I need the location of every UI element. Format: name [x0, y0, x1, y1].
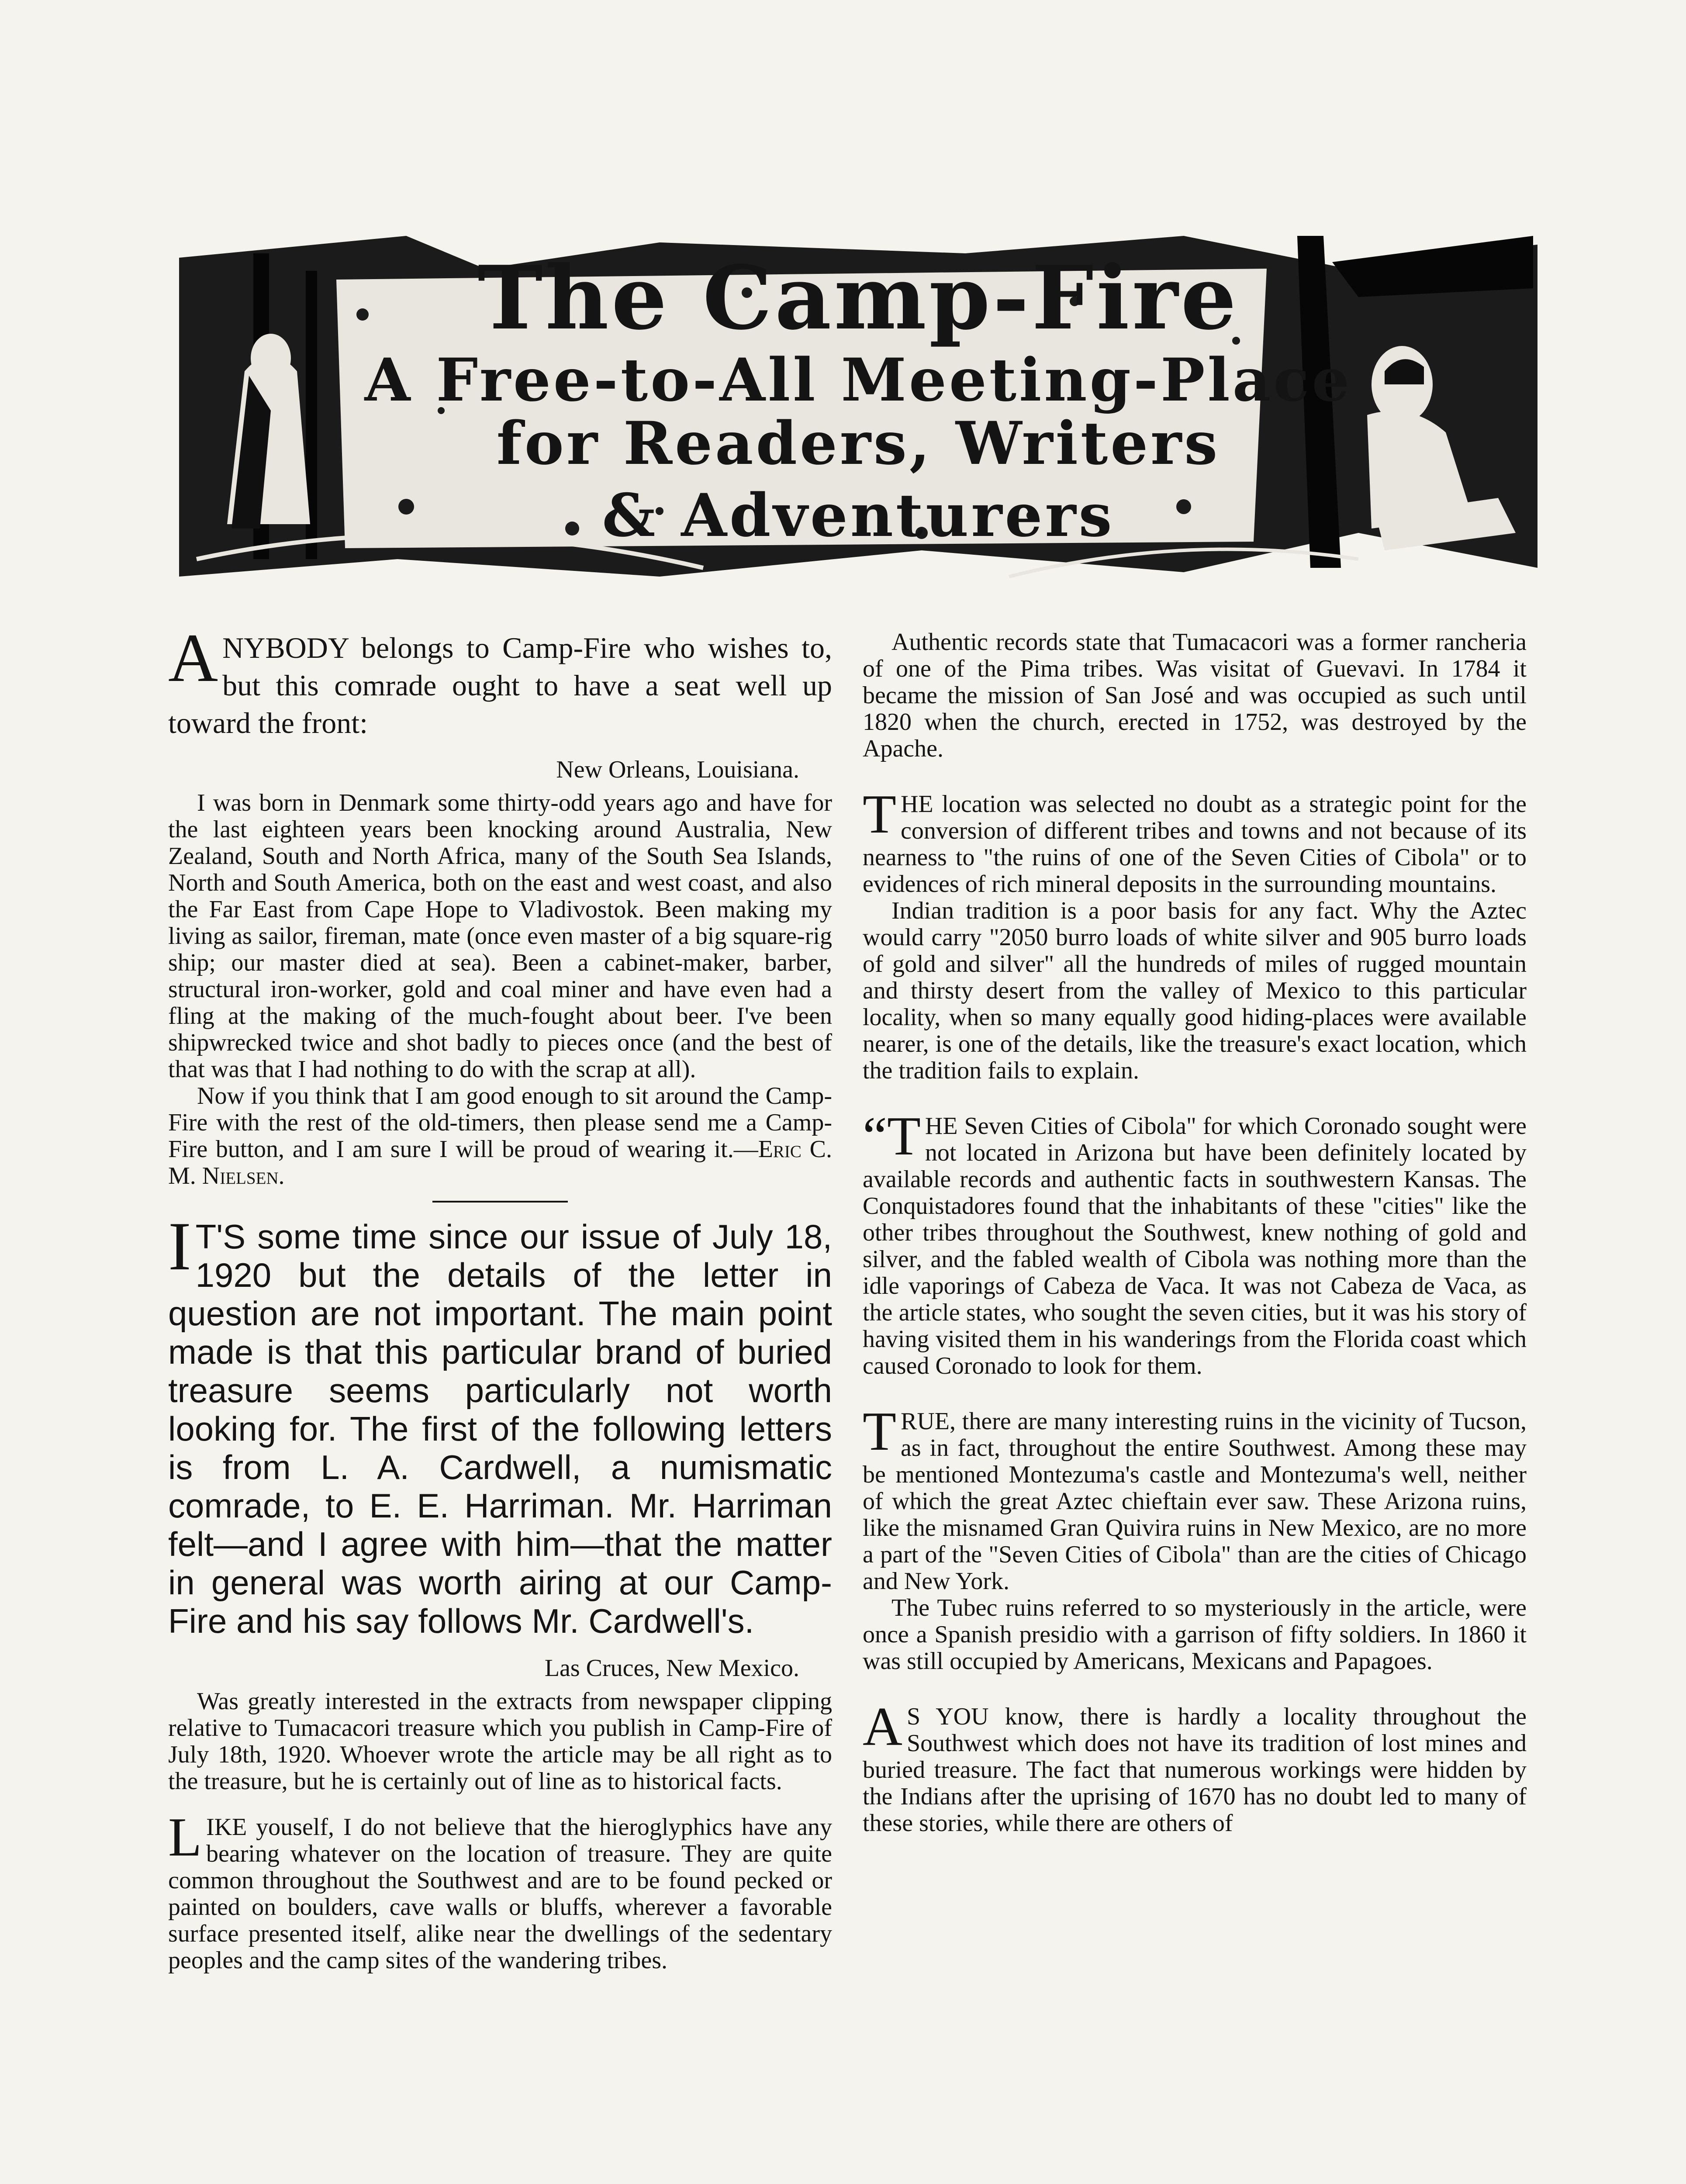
letter-cardwell-left: [168, 1688, 832, 1974]
hieroglyphics-drop-cap: L: [168, 1807, 202, 1868]
letter-nielsen-signature: Eric C. M. Nielsen.: [168, 1136, 833, 1189]
banner-title: The Camp-Fire: [477, 247, 1239, 349]
letter-cardwell-paragraph-2: LIKE youself, I do not believe that the hieroglyphics have any bearing whatever on the location of treasure. They are quite common throughout the Southwest and are to be found pecked or painted on boulders, cave walls or bluffs, wherever a favorable surface presented itself, alike near the dwellings of the sedentary peoples and the camp sites of the wandering tribes.: [168, 1807, 832, 1974]
letter-nielsen-paragraph-1: I was born in Denmark some thirty-odd years ago and have for the last eighteen years been knocking around Australia, New Zealand, South and North Africa, many of the South Sea Islands, North and South America, both on the east and west coast, and also the Far East from Cape Hope to Vladivostok. Been making my living as sailor, fireman, mate (once even master of a big square-rig ship; our master died at sea). Been a cabinet-maker, barber, structural iron-worker, gold and coal miner and have even had a fling at the making of the much-fought about beer. I've been shipwrecked twice and shot badly to pieces once (and the best of that was that I had nothing to do with the scrap at all).: [168, 789, 832, 1083]
tucson-ruins-paragraph: TRUE, there are many interesting ruins in the vicinity of Tucson, as in fact, throughout the entire Southwest. Among these may be mentioned Montezuma's castle and Montezuma's well, neither of which the great Aztec chieftain ever saw. These Arizona ruins, like the misnamed Gran Quivira ruins in New Mexico, are no more a part of the "Seven Cities of Cibola" than are the cities of Chicago and New York.: [863, 1401, 1527, 1595]
camp-fire-banner: [179, 227, 1537, 581]
intro-paragraph: ANYBODY belongs to Camp-Fire who wishes to, but this comrade ought to have a seat well up toward the front:: [168, 620, 832, 740]
letter-nielsen-paragraph-2: Now if you think that I am good enough to sit around the Camp-Fire with the rest of the old-timers, then please send me a Camp-Fire button, and I am sure I will be proud of wearing it.—Eric C. M. Nielsen.: [168, 1082, 833, 1189]
location-paragraph: THE location was selected no doubt as a strategic point for the conversion of different tribes and towns and not because of its nearness to "the ruins of one of the Seven Cities of Cibola" or to evidences of rich mineral deposits in the surrounding mountains.: [863, 784, 1527, 898]
tucson-drop-cap: T: [863, 1401, 896, 1462]
seven-cities-paragraph: “T HE Seven Cities of Cibola" for which Coronado sought were not located in Arizona but have been definitely located by available records and authentic facts in southwestern Kansas. The Conquistadores found that the inhabitants of these "cities" like the other tribes throughout the Southwest, knew nothing of gold and silver, and the fabled wealth of Cibola was nothing more than the idle vaporings of Cabeza de Vaca. It was not Cabeza de Vaca, as the article states, who sought the seven cities, but it was his story of having visited them in his wanderings from the Florida coast which caused Coronado to look for them.: [863, 1106, 1527, 1379]
letter-cardwell-paragraph-1: Was greatly interested in the extracts from newspaper clipping relative to Tumacacori treasure which you publish in Camp-Fire of July 18th, 1920. Whoever wrote the article may be all right as to the treasure, but he is certainly out of line as to historical facts.: [168, 1688, 832, 1795]
location-drop-cap: T: [863, 784, 896, 845]
section-divider: [432, 1201, 568, 1203]
banner-subtitle-line-2: for Readers, Writers: [496, 408, 1220, 478]
left-column: [168, 620, 833, 1974]
letter-dateline-new-orleans: New Orleans, Louisiana.: [556, 756, 799, 783]
editor-comment: I T'S some time since our issue of July 18, 1920 but the details of the letter in question are not important. The main point made is that this particular brand of buried treasure seems particularly not worth looking for. The first of the following letters is from L. A. Cardwell, a numismatic comrade, to E. E. Harriman. Mr. Harriman felt—and I agree with him—that the matter in general was worth airing at our Camp-Fire and his say follows Mr. Cardwell's.: [168, 1208, 832, 1640]
indian-tradition-paragraph: Indian tradition is a poor basis for any fact. Why the Aztec would carry "2050 burro loads of white silver and 905 burro loads of gold and silver" all the hundreds of miles of rugged mountain and thirsty desert from the valley of Mexico to this particular locality, when so many equally good hiding-places were available nearer, is one of the details, like the treasure's exact location, which the tradition fails to explain.: [863, 897, 1527, 1084]
lost-mines-paragraph: A S YOU know, there is hardly a locality throughout the Southwest which does not have its tradition of lost mines and buried treasure. The fact that numerous workings were hidden by the Indians after the uprising of 1670 has no doubt led to many of these stories, while there are others of: [863, 1697, 1527, 1837]
seven-cities-drop-cap: “T: [863, 1106, 921, 1167]
tumacacori-records-paragraph: Authentic records state that Tumacacori was a former rancheria of one of the Pima tribes. Was visitat of Guevavi. In 1784 it became the mission of San José and was occupied as such until 1820 when the church, erected in 1752, was destroyed by the Apache.: [863, 629, 1527, 762]
right-column: [863, 629, 1527, 1837]
tubec-ruins-paragraph: The Tubec ruins referred to so mysteriously in the article, were once a Spanish presidio with a garrison of fifty soldiers. In 1860 it was still occupied by Americans, Mexicans and Papagoes.: [863, 1594, 1527, 1675]
letter-dateline-las-cruces: Las Cruces, New Mexico.: [544, 1655, 799, 1682]
editor-drop-cap: I: [168, 1208, 191, 1285]
intro-drop-cap: A: [168, 620, 218, 696]
banner-subtitle-line-1: A Free-to-All Meeting-Place: [364, 345, 1352, 415]
letter-nielsen: [168, 790, 832, 1189]
lost-mines-drop-cap: A: [863, 1697, 902, 1757]
banner-subtitle-line-3: & Adventurers: [602, 480, 1115, 550]
